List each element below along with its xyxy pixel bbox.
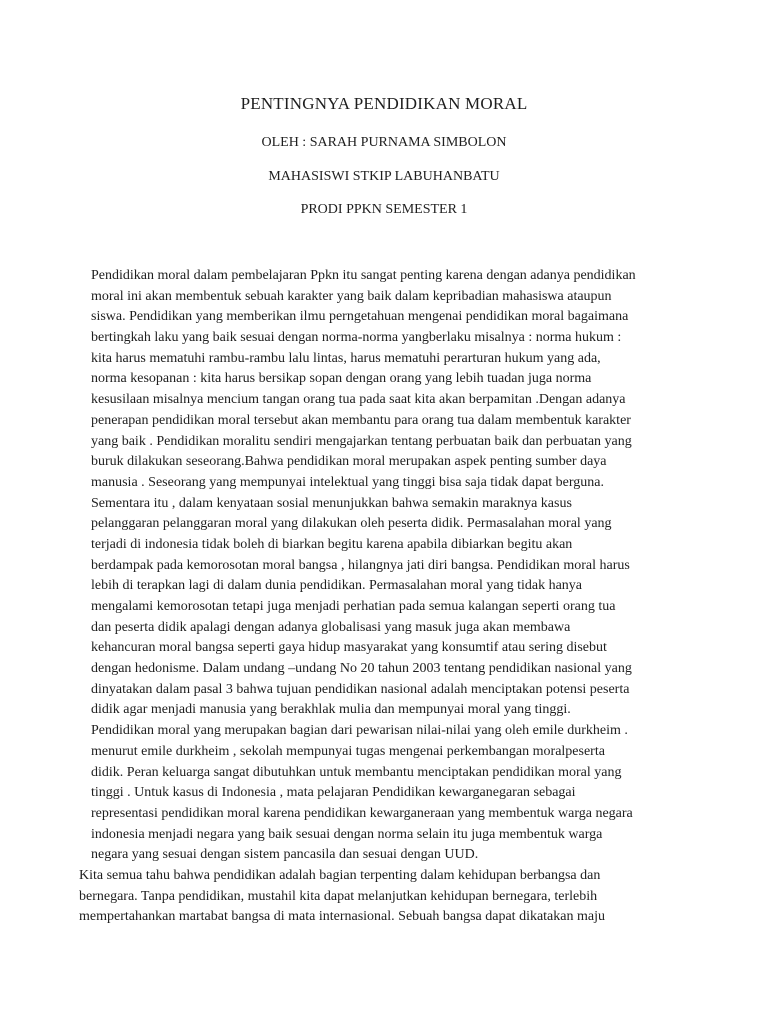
- document-title: PENTINGNYA PENDIDIKAN MORAL: [240, 94, 528, 113]
- body-line: kesusilaan misalnya mencium tangan orang tua pada saat kita akan berpamitan .Dengan adanya: [91, 392, 626, 408]
- body-line: didik agar menjadi manusia yang berakhlak mulia dan mempunyai moral yang tinggi.: [91, 702, 571, 718]
- body-line: terjadi di indonesia tidak boleh di biarkan begitu karena apabila dibiarkan begitu akan: [91, 536, 573, 552]
- body-line: bernegara. Tanpa pendidikan, mustahil kita dapat melanjutkan kehidupan bernegara, terlebih: [79, 888, 598, 904]
- institution-line: MAHASISWI STKIP LABUHANBATU: [268, 169, 500, 184]
- body-line: Kita semua tahu bahwa pendidikan adalah bagian terpenting dalam kehidupan berbangsa dan: [79, 867, 601, 883]
- author-line: OLEH : SARAH PURNAMA SIMBOLON: [261, 135, 507, 150]
- body-line: norma kesopanan : kita harus bersikap sopan dengan orang yang lebih tuadan juga norma: [91, 371, 592, 387]
- body-line: yang baik . Pendidikan moralitu sendiri mengajarkan tentang perbuatan baik dan perbuatan yang: [91, 433, 632, 449]
- body-line: manusia . Seseorang yang mempunyai intelektual yang tinggi bisa saja tidak dapat berguna.: [91, 474, 604, 490]
- body-line: penerapan pendidikan moral tersebut akan membantu para orang tua dalam membentuk karakter: [91, 412, 631, 428]
- body-line: moral ini akan membentuk sebuah karakter yang baik dalam kepribadian mahasiswa ataupun: [91, 288, 612, 304]
- body-line: representasi pendidikan moral karena pendidikan kewarganeraan yang membentuk warga negara: [91, 805, 633, 821]
- body-line: indonesia menjadi negara yang baik sesuai dengan norma selain itu juga membentuk warga: [91, 826, 603, 842]
- body-line: Pendidikan moral dalam pembelajaran Ppkn itu sangat penting karena dengan adanya pendidikan: [91, 268, 636, 283]
- body-line: Pendidikan moral yang merupakan bagian dari pewarisan nilai-nilai yang oleh emile durkheim .: [91, 723, 628, 739]
- body-line: Sementara itu , dalam kenyataan sosial menunjukkan bahwa semakin maraknya kasus: [91, 495, 572, 511]
- body-line: dengan hedonisme. Dalam undang –undang No 20 tahun 2003 tentang pendidikan nasional yang: [91, 661, 632, 677]
- body-line: mengalami kemorosotan tetapi juga menjadi perhatian pada semua kalangan seperti orang tua: [91, 599, 616, 614]
- body-line: bertingkah laku yang baik sesuai dengan norma-norma yangberlaku misalnya : norma hukum :: [91, 330, 622, 346]
- body-line: pelanggaran pelanggaran moral yang dilakukan oleh peserta didik. Permasalahan moral yang: [91, 516, 612, 532]
- body-text: [0, 266, 768, 928]
- body-line: buruk dilakukan seseorang.Bahwa pendidikan moral merupakan aspek penting sumber daya: [91, 454, 607, 470]
- body-line: dan peserta didik apalagi dengan adanya globalisasi yang masuk juga akan membawa: [91, 619, 571, 635]
- program-line: PRODI PPKN SEMESTER 1: [300, 202, 468, 217]
- body-line: kehancuran moral bangsa seperti gaya hidup masyarakat yang konsumtif atau sering disebut: [91, 640, 607, 656]
- body-line: lebih di terapkan lagi di dalam dunia pendidikan. Permasalahan moral yang tidak hanya: [91, 578, 583, 594]
- body-line: tinggi . Untuk kasus di Indonesia , mata pelajaran Pendidikan kewarganegaran sebagai: [91, 785, 576, 801]
- body-line: mempertahankan martabat bangsa di mata internasional. Sebuah bangsa dapat dikatakan maju: [79, 909, 605, 925]
- body-line: kita harus mematuhi rambu-rambu lalu lintas, harus mematuhi perarturan hukum yang ada,: [91, 350, 601, 366]
- body-line: berdampak pada kemorosotan moral bangsa , hilangnya jati diri bangsa. Pendidikan moral harus: [91, 557, 630, 573]
- body-line: menurut emile durkheim , sekolah mempunyai tugas mengenai perkembangan moralpeserta: [91, 743, 605, 759]
- body-line: negara yang sesuai dengan sistem pancasila dan sesuai dengan UUD.: [91, 847, 479, 863]
- body-line: didik. Peran keluarga sangat dibutuhkan untuk membantu menciptakan pendidikan moral yang: [91, 764, 622, 780]
- body-line: siswa. Pendidikan yang memberikan ilmu perngetahuan mengenai pendidikan moral bagaimana: [91, 309, 629, 325]
- body-line: dinyatakan dalam pasal 3 bahwa tujuan pendidikan nasional adalah menciptakan potensi peserta: [91, 681, 630, 697]
